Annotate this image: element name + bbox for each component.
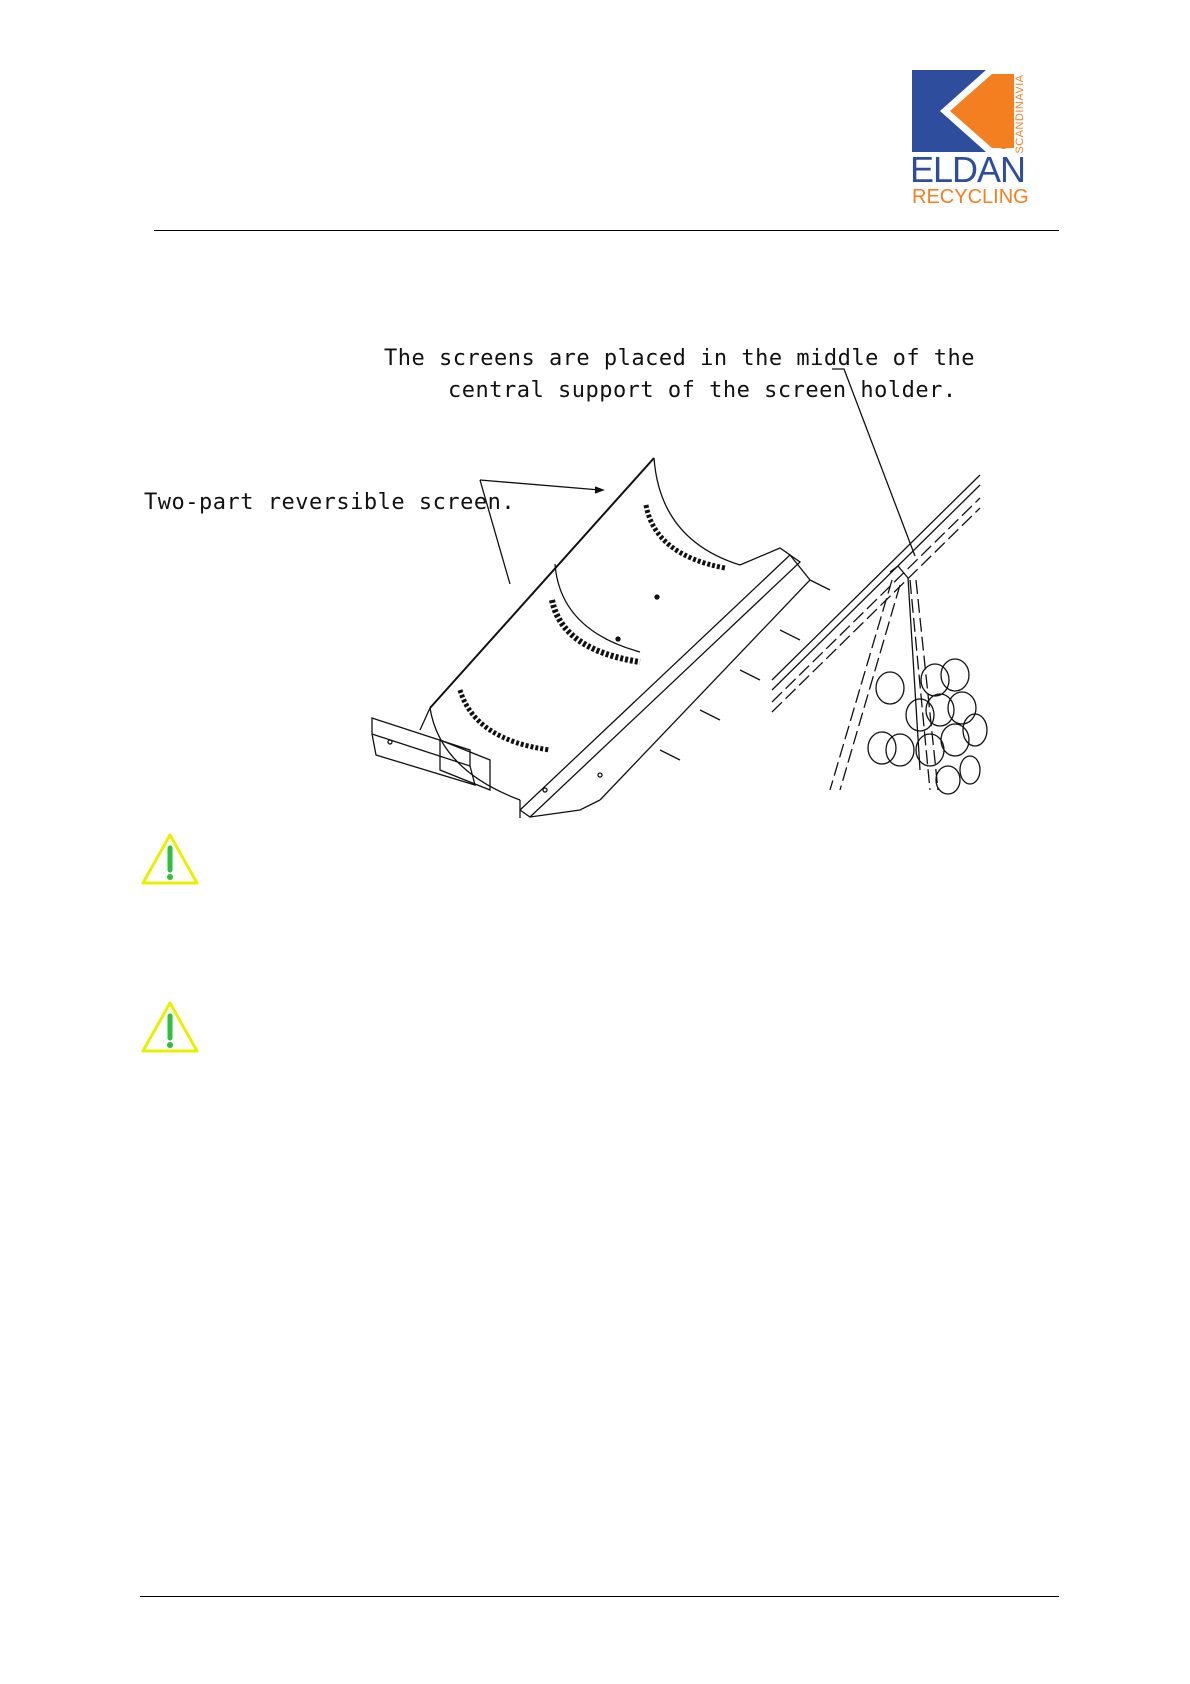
logo-name: ELDAN (910, 149, 1026, 190)
warning-triangle-icon (140, 832, 200, 886)
logo-subtitle: RECYCLING (912, 186, 1029, 208)
header-rule (154, 230, 1059, 231)
company-logo (912, 70, 1034, 208)
drawing-svg (140, 330, 1060, 820)
registered-mark: R (998, 138, 1009, 149)
callout-reversible-screen: Two-part reversible screen. (144, 490, 516, 515)
callout-center-support-line1: The screens are placed in the middle of the (384, 346, 976, 371)
footer-rule (140, 1596, 1059, 1597)
warning-triangle-icon (140, 1000, 200, 1054)
callout-center-support-line2: central support of the screen holder. (448, 378, 957, 403)
logo-side-text: SCANDINAVIA (1014, 74, 1026, 154)
screen-holder-drawing (140, 330, 1060, 820)
